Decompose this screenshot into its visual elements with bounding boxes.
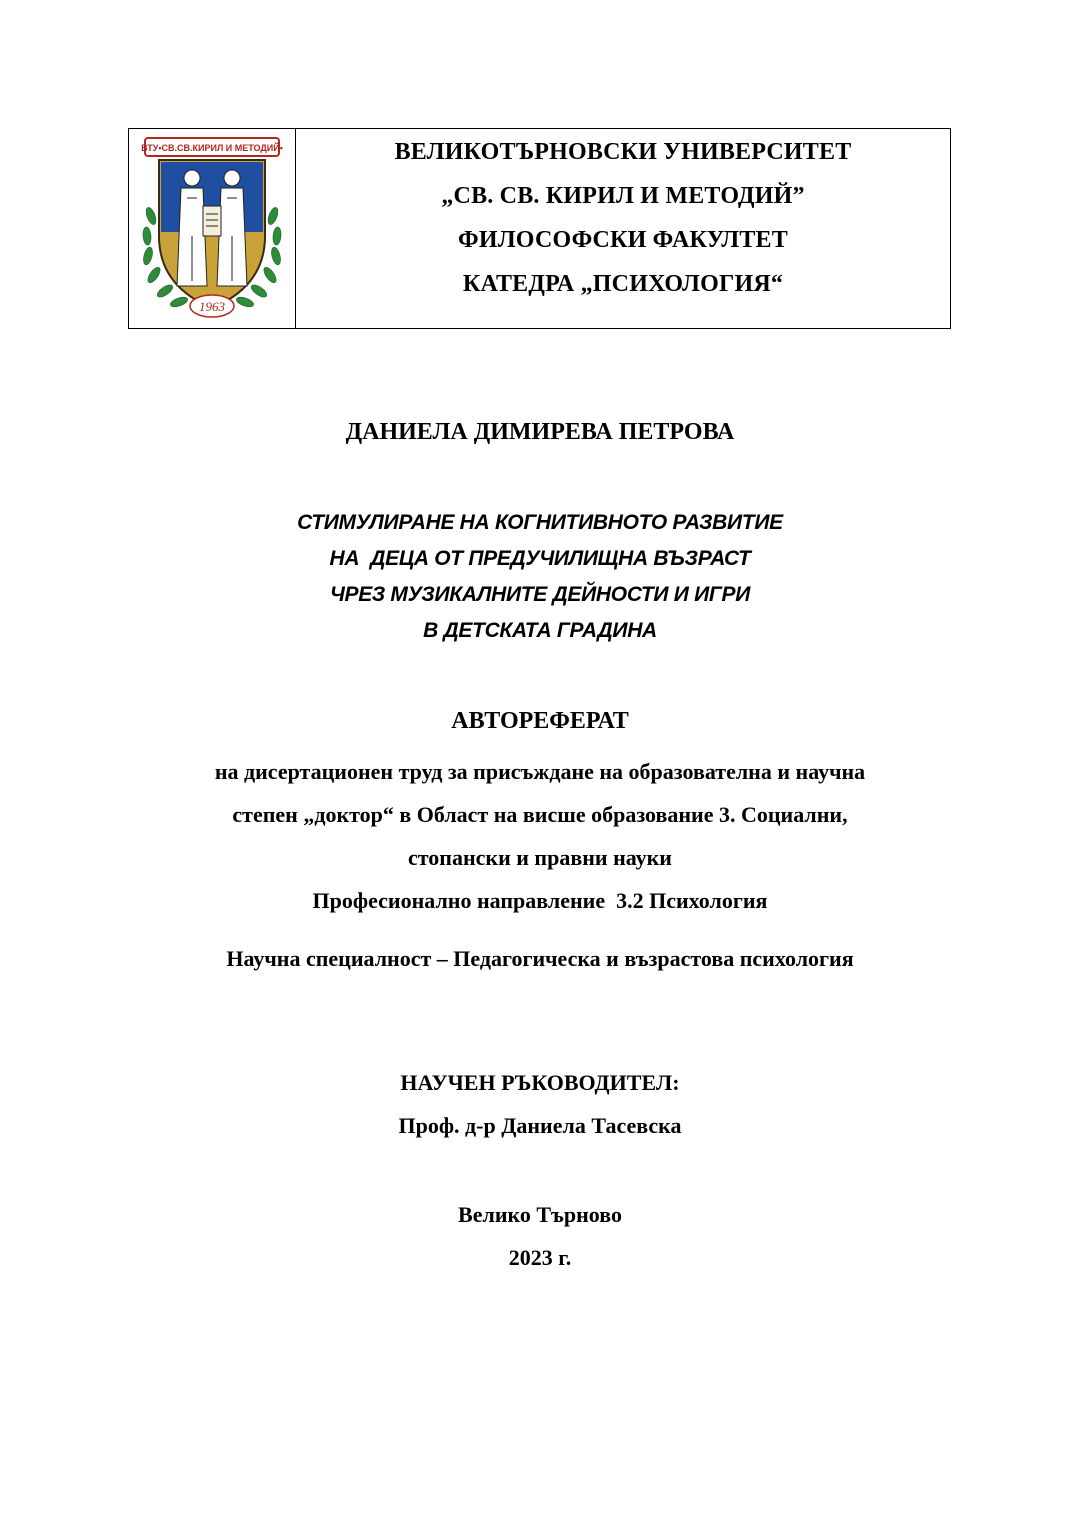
- description-line: стопански и правни науки: [408, 845, 672, 870]
- university-header-table: [128, 128, 951, 329]
- thesis-title-line: СТИМУЛИРАНЕ НА КОГНИТИВНОТО РАЗВИТИЕ: [297, 511, 783, 534]
- thesis-title-line: НА ДЕЦА ОТ ПРЕДУЧИЛИЩНА ВЪЗРАСТ: [329, 547, 751, 570]
- supervisor-label: НАУЧЕН РЪКОВОДИТЕЛ:: [400, 1070, 680, 1095]
- thesis-title: [0, 505, 1080, 649]
- dissertation-description: [0, 750, 1080, 922]
- scientific-specialty: Научна специалност – Педагогическа и възрастова психология: [226, 946, 854, 971]
- city: Велико Търново: [458, 1202, 622, 1227]
- university-patrons: „СВ. СВ. КИРИЛ И МЕТОДИЙ”: [441, 183, 805, 209]
- logo-cell: [129, 129, 296, 328]
- thesis-title-line: ЧРЕЗ МУЗИКАЛНИТЕ ДЕЙНОСТИ И ИГРИ: [329, 583, 751, 606]
- department-name: КАТЕДРА „ПСИХОЛОГИЯ“: [462, 271, 784, 297]
- professional-field: Професионално направление 3.2 Психология: [312, 888, 768, 913]
- document-type: АВТОРЕФЕРАТ: [451, 708, 629, 734]
- description-line: степен „доктор“ в Област на висше образование 3. Социални,: [232, 802, 848, 827]
- author-name: ДАНИЕЛА ДИМИРЕВА ПЕТРОВА: [345, 419, 735, 445]
- thesis-title-line: В ДЕТСКАТА ГРАДИНА: [423, 619, 657, 642]
- svg-text:1963: 1963: [199, 298, 225, 314]
- university-name-cell: [296, 129, 950, 328]
- svg-text:ВТУ•СВ.СВ.КИРИЛ И МЕТОДИЙ•: ВТУ•СВ.СВ.КИРИЛ И МЕТОДИЙ•: [141, 142, 283, 153]
- description-line: на дисертационен труд за присъждане на образователна и научна: [214, 759, 866, 784]
- faculty-name: ФИЛОСОФСКИ ФАКУЛТЕТ: [458, 227, 788, 253]
- year: 2023 г.: [508, 1245, 572, 1270]
- university-crest-icon: [137, 136, 287, 322]
- university-name: ВЕЛИКОТЪРНОВСКИ УНИВЕРСИТЕТ: [394, 139, 852, 165]
- supervisor-name: Проф. д-р Даниела Тасевска: [398, 1113, 682, 1138]
